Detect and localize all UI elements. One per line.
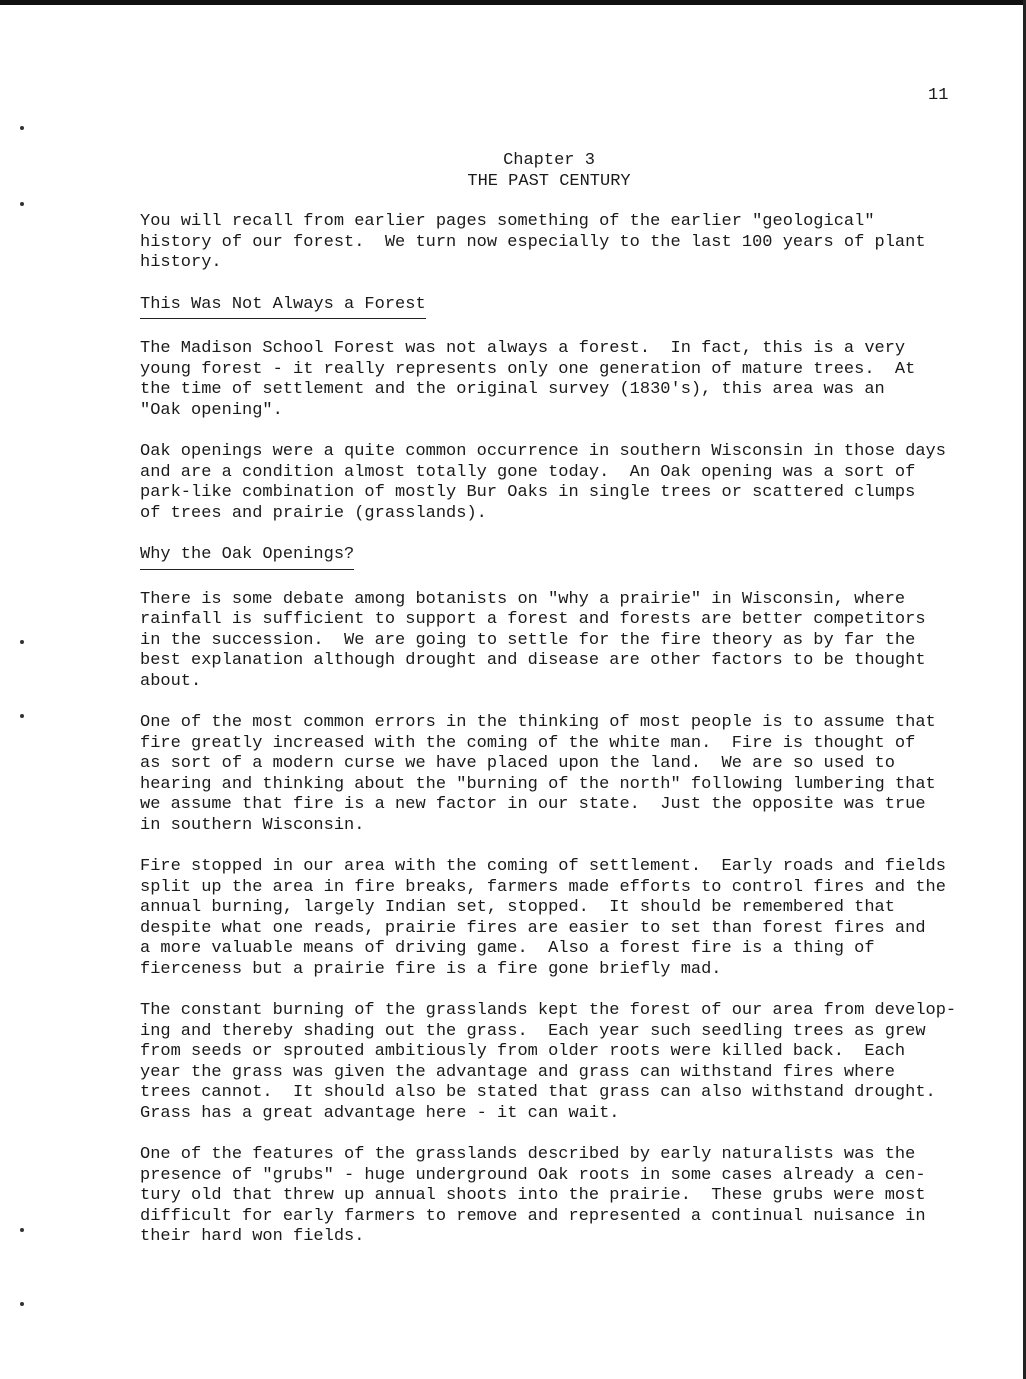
paragraph: The constant burning of the grasslands kept the forest of our area from develop- ing and thereby shading out the grass. Each year such seedling trees as grew from seeds or sprouted ambitiously from older roots were killed back. Each year the grass was given the advantage and grass can withstand fires where trees cannot. It should also be stated that grass can also withstand drought. Grass has a great advantage here - it can wait. [140,1001,957,1123]
punch-hole-mark [20,126,24,130]
section-heading-why-oak-openings: Why the Oak Openings? [140,545,354,570]
paragraph: Fire stopped in our area with the coming of settlement. Early roads and fields split up the area in fire breaks, farmers made efforts to control fires and the annual burning, largely Indian set, stopped. It should be remembered that despite what one reads, prairie fires are easier to set than forest fires and a more valuable means of driving game. Also a forest fire is a thing of fierceness but a prairie fire is a fire gone briefly mad. [140,857,946,979]
chapter-title: THE PAST CENTURY [467,172,631,191]
chapter-header [140,150,960,192]
paragraph: Oak openings were a quite common occurrence in southern Wisconsin in those days and are a condition almost totally gone today. An Oak opening was a sort of park-like combination of mostly Bur Oaks in single trees or scattered clumps of trees and prairie (grasslands). [140,442,946,523]
chapter-number: Chapter 3 [503,151,595,170]
page-number: 11 [928,86,949,105]
paragraph-intro: You will recall from earlier pages something of the earlier "geological" history of our forest. We turn now especially to the last 100 years of plant history. [140,212,926,272]
scan-top-edge [0,0,1026,5]
punch-hole-mark [20,714,24,718]
paragraph: There is some debate among botanists on "why a prairie" in Wisconsin, where rainfall is sufficient to support a forest and forests are better competitors in the succession. We are going to settle for the fire theory as by far the best explanation although drought and disease are other factors to be thought about. [140,589,926,691]
punch-hole-mark [20,640,24,644]
punch-hole-mark [20,1228,24,1232]
paragraph: The Madison School Forest was not always a forest. In fact, this is a very young forest - it really represents only one generation of mature trees. At the time of settlement and the original survey (1830's), this area was an "Oak opening". [140,339,916,420]
document-body [140,212,980,1269]
punch-hole-mark [20,1302,24,1306]
section-heading-not-always-forest: This Was Not Always a Forest [140,295,426,320]
paragraph: One of the features of the grasslands described by early naturalists was the presence of "grubs" - huge underground Oak roots in some cases already a cen- tury old that threw up annual shoots into the prairie. These grubs were most difficult for early farmers to remove and represented a continual nuisance in their hard won fields. [140,1145,926,1246]
punch-hole-mark [20,202,24,206]
paragraph: One of the most common errors in the thinking of most people is to assume that fire greatly increased with the coming of the white man. Fire is thought of as sort of a modern curse we have placed upon the land. We are so used to hearing and thinking about the "burning of the north" following lumbering that we assume that fire is a new factor in our state. Just the opposite was true in southern Wisconsin. [140,713,936,835]
